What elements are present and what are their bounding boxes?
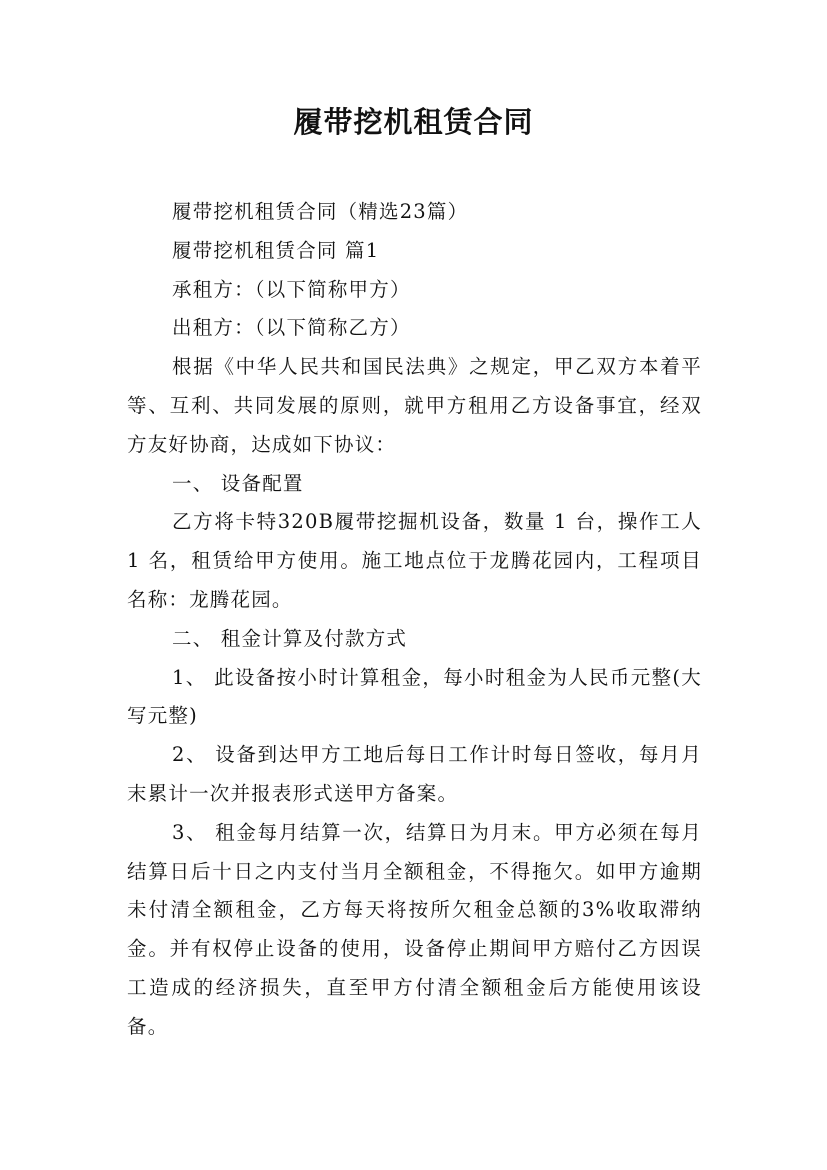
paragraph-section-heading: 履带挖机租赁合同 篇1 [172, 238, 380, 262]
paragraph-rent-2: 2、 设备到达甲方工地后每日工作计时每日签收，每月月末累计一次并报表形式送甲方备案。 [127, 743, 702, 805]
clause-heading-equipment: 一、 设备配置 [172, 471, 304, 495]
paragraph-preamble: 根据《中华人民共和国民法典》之规定，甲乙双方本着平等、互利、共同发展的原则，就甲方租用乙方设备事宜，经双方友好协商，达成如下协议： [127, 355, 702, 456]
paragraph-rent-1: 1、 此设备按小时计算租金，每小时租金为人民币元整(大写元整) [127, 665, 702, 728]
paragraph-rent-3: 3、 租金每月结算一次，结算日为月末。甲方必须在每月结算日后十日之内支付当月全额租金，不得拖欠。如甲方逾期未付清全额租金，乙方每天将按所欠租金总额的3%收取滞纳金。并有权停止设备的使用，设备停止期间甲方赔付乙方因误工造成的经济损失，直至甲方付清全额租金后方能使用该设备。 [127, 820, 702, 1038]
paragraph-lessee: 承租方：（以下简称甲方） [172, 277, 411, 301]
document-title: 履带挖机租赁合同 [293, 105, 534, 139]
paragraph-subtitle: 履带挖机租赁合同（精选23篇） [172, 200, 469, 223]
paragraph-equipment: 乙方将卡特320B履带挖掘机设备，数量 1 台，操作工人 1 名，租赁给甲方使用。施工地点位于龙腾花园内，工程项目名称：龙腾花园。 [127, 510, 702, 611]
document-body [127, 193, 702, 1047]
paragraph-lessor: 出租方：（以下简称乙方） [172, 316, 411, 340]
clause-heading-rent: 二、 租金计算及付款方式 [172, 626, 408, 650]
